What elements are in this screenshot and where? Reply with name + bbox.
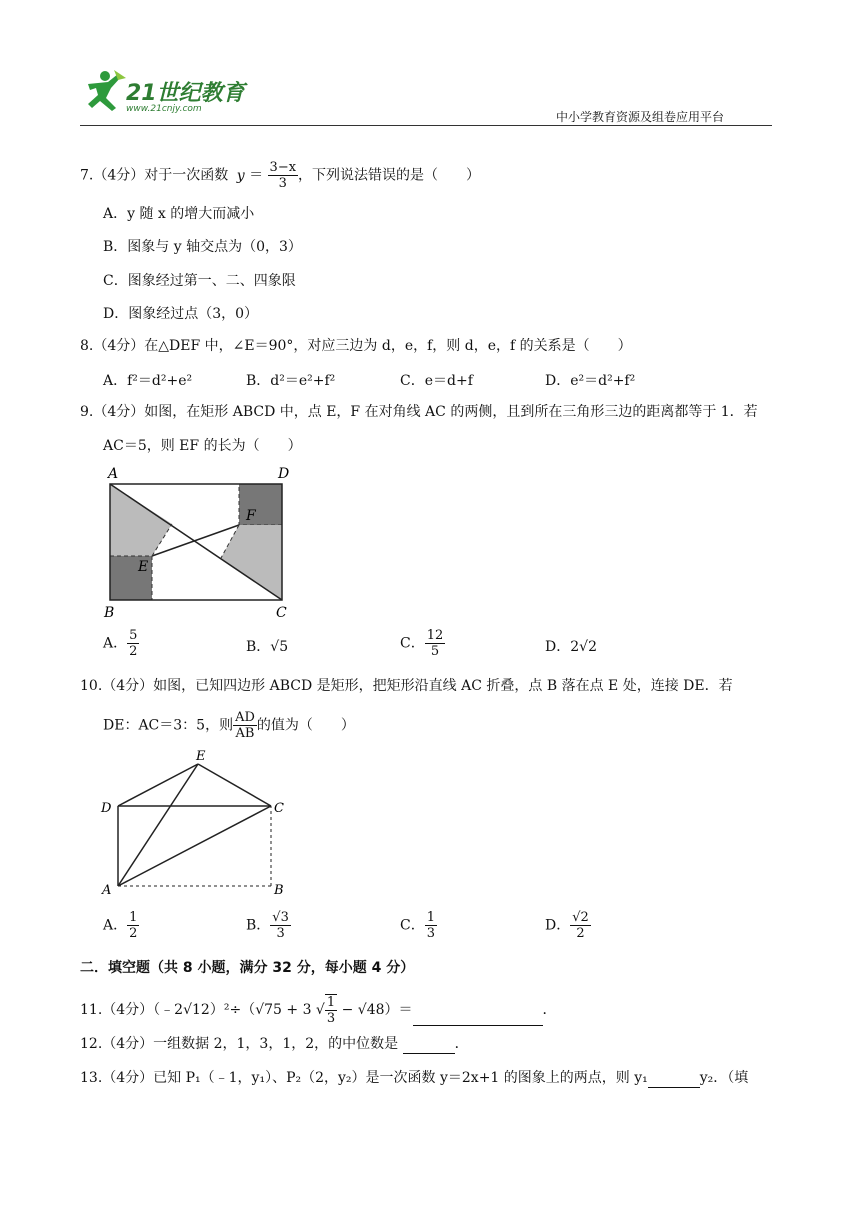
q10-option-d-label: D． [545, 917, 571, 934]
header-divider [80, 125, 772, 126]
q7-fraction [268, 160, 299, 191]
q11-frac-den: 3 [326, 1011, 336, 1026]
q11-plus3: + 3 [281, 1002, 312, 1018]
q11-answer-blank[interactable] [413, 1009, 543, 1026]
q10-option-c[interactable] [400, 910, 437, 941]
q11-power: ）²÷（ [209, 1002, 256, 1018]
q9-stem-line1: 9.（4分）如图，在矩形 ABCD 中，点 E，F 在对角线 AC 的两侧，且到所在三角形三边的距离都等于 1．若 [80, 404, 758, 420]
q13-text: 13.（4分）已知 P₁（﹣1，y₁）、P₂（2，y₂）是一次函数 y＝2x+1 的图象上的两点，则 y₁ [80, 1070, 648, 1086]
q10-label-c: C [274, 801, 284, 816]
q10-segment-de [118, 764, 198, 806]
platform-name: 中小学教育资源及组卷应用平台 [556, 110, 725, 124]
q10-option-b[interactable] [246, 910, 291, 941]
q10-option-c-den: 3 [426, 926, 435, 941]
q9-option-b-label: B． [246, 639, 271, 655]
q9-option-c[interactable] [400, 628, 445, 659]
q9-label-b: B [104, 605, 115, 621]
q8-option-a[interactable]: A．f²＝d²+e² [103, 373, 193, 389]
q9-label-f: F [246, 508, 256, 524]
q7-option-c[interactable]: C．图象经过第一、二、四象限 [103, 273, 296, 289]
q10-lead: DE：AC＝3：5，则 [103, 717, 234, 734]
q8-stem: 8.（4分）在△DEF 中，∠E＝90°，对应三边为 d，e，f，则 d，e，f 的关系是（ ） [80, 338, 632, 354]
q9-stem-line2: AC＝5，则 EF 的长为（ ） [103, 438, 302, 454]
q9-option-b-value: √5 [270, 639, 289, 655]
q10-option-b-num: √3 [272, 910, 289, 925]
q10-stem-line1: 10.（4分）如图，已知四边形 ABCD 是矩形，把矩形沿直线 AC 折叠，点 B 落在点 E 处，连接 DE．若 [80, 678, 733, 694]
q10-fraction [233, 710, 257, 741]
q10-label-a: A [102, 883, 112, 898]
q7-lead: 7.（4分）对于一次函数 [80, 167, 229, 184]
q11-equals: ）＝ [384, 1002, 413, 1018]
q11-sqrt75: √75 [255, 1002, 282, 1018]
q9-label-a: A [108, 466, 119, 482]
q11-sqrt12: √12 [183, 1002, 210, 1018]
q7-option-b[interactable]: B．图象与 y 轴交点为（0，3） [103, 239, 302, 255]
q9-option-c-num: 12 [426, 628, 444, 643]
q10-option-a-num: 1 [129, 910, 138, 925]
q13-end: y₂．（填 [699, 1070, 749, 1086]
q10-option-b-label: B． [246, 917, 271, 934]
q10-option-a[interactable] [103, 910, 139, 941]
q10-tail: 的值为（ ） [256, 717, 355, 734]
q10-stem-line2 [103, 710, 355, 741]
q10-label-e: E [196, 749, 206, 764]
q12-stem [80, 1034, 469, 1054]
q8-option-b[interactable]: B．d²＝e²+f² [246, 373, 336, 389]
q9-option-b[interactable] [246, 636, 288, 656]
q9-figure [100, 462, 300, 622]
q10-option-d[interactable] [545, 910, 591, 941]
q11-stem: 11.（4分）（﹣2√12）²÷（√75 + 3 √ $\frac{1}{3}$ − √48）＝ ． [80, 995, 557, 1026]
q10-option-c-num: 1 [426, 910, 435, 925]
q10-frac-num: AD [235, 710, 255, 725]
q9-option-d-value: 2√2 [570, 639, 597, 655]
q10-option-a-den: 2 [129, 926, 138, 941]
q11-sqrt48: √48 [357, 1002, 385, 1018]
q7-frac-den: 3 [278, 176, 287, 191]
q9-label-d: D [278, 466, 290, 482]
q13-stem [80, 1068, 748, 1088]
q10-label-d: D [101, 801, 112, 816]
q12-answer-blank[interactable] [403, 1037, 455, 1054]
q8-option-d[interactable]: D．e²＝d²+f² [545, 373, 636, 389]
q9-option-d-label: D． [545, 639, 571, 655]
q7-frac-num: 3−x [269, 160, 297, 175]
q9-option-c-den: 5 [430, 644, 440, 659]
q12-text: 12.（4分）一组数据 2，1，3，1，2，的中位数是 [80, 1036, 399, 1052]
q10-option-b-den: 3 [276, 926, 285, 941]
q9-option-a-num: 5 [129, 628, 138, 643]
q9-option-a-label: A． [103, 635, 128, 652]
q13-answer-blank[interactable] [648, 1071, 700, 1088]
logo-text: 21世纪教育 [126, 81, 245, 106]
q11-lead: 11.（4分）（﹣2 [80, 1002, 184, 1018]
q11-minus: − [337, 1002, 358, 1018]
q10-frac-den: AB [235, 726, 255, 741]
runner-icon [78, 68, 128, 114]
q7-option-a[interactable]: A．y 随 x 的增大而减小 [103, 206, 255, 222]
section-fill-in-title: 二．填空题（共 8 小题，满分 32 分，每小题 4 分） [80, 960, 415, 976]
q11-frac-num: 1 [326, 995, 336, 1010]
q12-end: ． [454, 1036, 469, 1052]
q7-tail: ，下列说法错误的是（ ） [298, 167, 481, 184]
q7-option-d[interactable]: D．图象经过点（3，0） [103, 306, 259, 322]
q10-option-a-label: A． [103, 917, 128, 934]
q10-option-d-den: 2 [576, 926, 585, 941]
q9-option-d[interactable] [545, 636, 597, 656]
q10-diagonal-ac [118, 806, 271, 886]
q10-label-b: B [274, 883, 284, 898]
q10-segment-ec [198, 764, 271, 806]
q9-option-a-den: 2 [129, 644, 138, 659]
q9-option-c-label: C． [400, 635, 425, 652]
q10-figure [96, 744, 296, 900]
q10-segment-ae [118, 764, 198, 886]
q9-shaded-triangle-right [221, 525, 282, 600]
q9-label-c: C [276, 605, 287, 621]
q7-stem: 7.（4分）对于一次函数 y ＝ $\frac{3-x}{3}$ ，下列说法错误的是（ ） [80, 160, 481, 191]
q9-option-a[interactable] [103, 628, 139, 659]
q9-label-e: E [138, 559, 149, 575]
q11-end: ． [542, 1002, 557, 1018]
logo [78, 68, 258, 118]
q8-option-c[interactable]: C．e＝d+f [400, 373, 473, 389]
q10-option-c-label: C． [400, 917, 425, 934]
logo-url: www.21cnjy.com [126, 104, 202, 114]
q10-option-d-num: √2 [572, 910, 589, 925]
